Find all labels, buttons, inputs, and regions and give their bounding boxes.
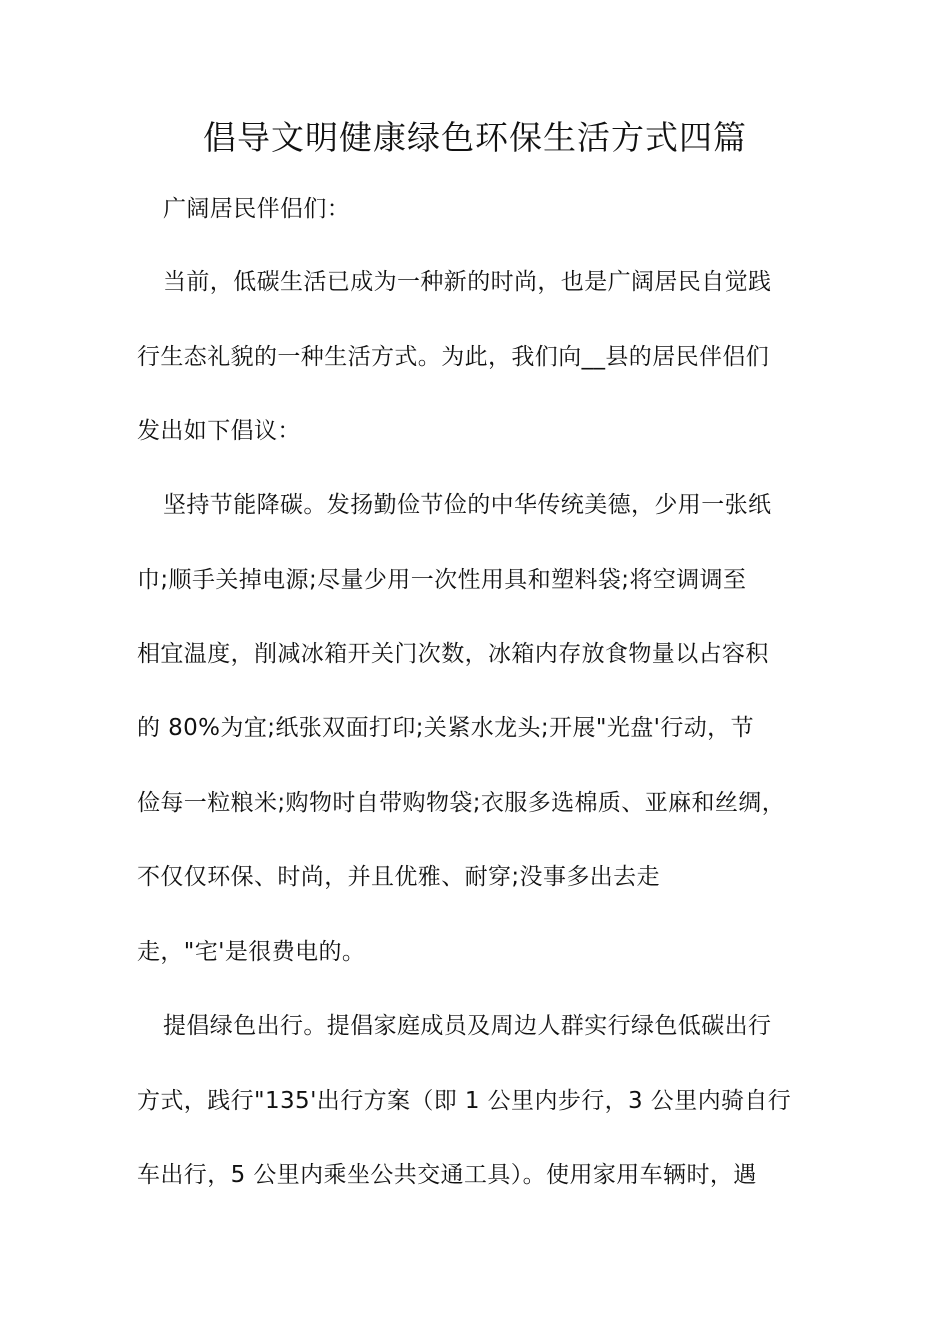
paragraph-line: 行生态礼貌的一种生活方式。为此，我们向__县的居民伴侣们 bbox=[137, 344, 770, 370]
paragraph-line: 方式，践行"135'出行方案（即 1 公里内步行，3 公里内骑自行 bbox=[137, 1088, 792, 1114]
paragraph-line: 当前，低碳生活已成为一种新的时尚，也是广阔居民自觉践 bbox=[163, 269, 772, 295]
paragraph-line: 的 80%为宜;纸张双面打印;关紧水龙头;开展"光盘'行动，节 bbox=[137, 715, 754, 741]
paragraph-line: 发出如下倡议： bbox=[137, 418, 301, 444]
paragraph-line: 不仅仅环保、时尚，并且优雅、耐穿;没事多出去走 bbox=[137, 864, 660, 890]
paragraph-line: 巾;顺手关掉电源;尽量少用一次性用具和塑料袋;将空调调至 bbox=[137, 567, 747, 593]
paragraph-line: 走，"宅'是很费电的。 bbox=[137, 939, 366, 965]
paragraph-line: 提倡绿色出行。提倡家庭成员及周边人群实行绿色低碳出行 bbox=[163, 1013, 772, 1039]
salutation-line: 广阔居民伴侣们： bbox=[163, 196, 351, 222]
paragraph-line: 俭每一粒粮米;购物时自带购物袋;衣服多选棉质、亚麻和丝绸， bbox=[137, 790, 786, 816]
paragraph-line: 车出行，5 公里内乘坐公共交通工具）。使用家用车辆时，遇 bbox=[137, 1162, 757, 1188]
paragraph-line: 相宜温度，削减冰箱开关门次数，冰箱内存放食物量以占容积 bbox=[137, 641, 769, 667]
paragraph-line: 坚持节能降碳。发扬勤俭节俭的中华传统美德，少用一张纸 bbox=[163, 492, 772, 518]
document-title: 倡导文明健康绿色环保生活方式四篇 bbox=[203, 118, 747, 157]
